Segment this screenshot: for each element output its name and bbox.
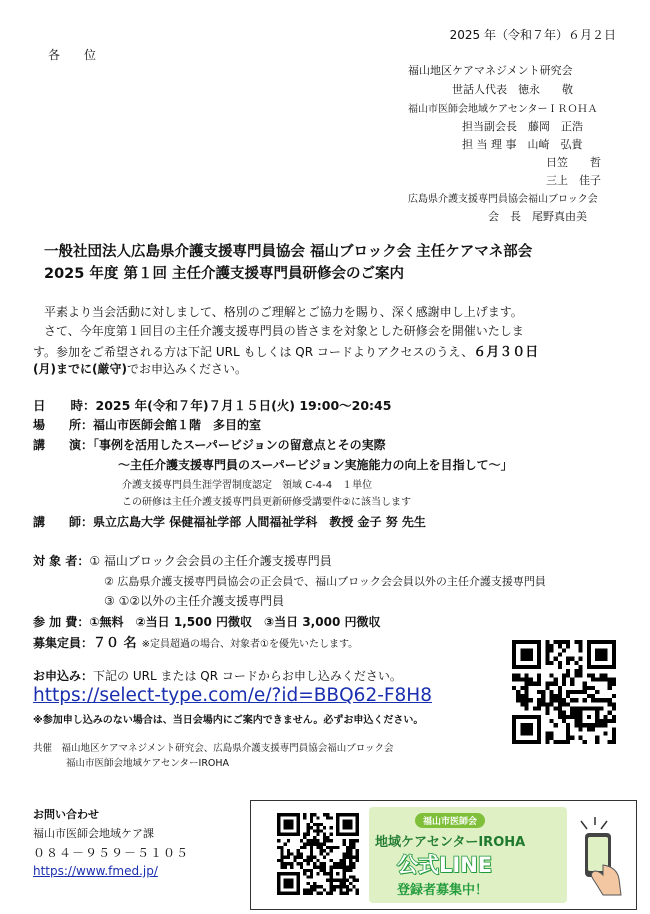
lecture-row [33, 436, 386, 453]
target-item-2: ② 広島県介護支援専門員協会の正会員で、福山ブロック会会員以外の主任介護支援専門員 [104, 575, 546, 588]
qr-code-graphic [277, 813, 359, 895]
apply-qr-code[interactable] [512, 640, 616, 744]
contact-heading: お問い合わせ [33, 808, 99, 821]
target-item-1: ① 福山ブロック会会員の主任介護支援専門員 [89, 554, 332, 568]
capacity-label: 募集定員： [33, 636, 94, 650]
cohost-label: 共催 [33, 743, 53, 754]
sender-director-3: 三上 佳子 [546, 174, 601, 187]
sender-chair: 会 長 尾野真由美 [488, 210, 587, 223]
intro-line-4 [33, 360, 247, 377]
contact-url-link[interactable]: https://www.fmed.jp/ [33, 864, 158, 878]
target-item-3: ③ ①②以外の主任介護支援専門員 [104, 594, 285, 608]
lecturer-value: 県立広島大学 保健福祉学部 人間福祉学科 教授 金子 努 先生 [93, 515, 426, 529]
banner-tag: 福山市医師会 [415, 813, 485, 828]
line-banner[interactable] [250, 800, 637, 910]
fee-value: ①無料 ②当日 1,500 円徴収 ③当日 3,000 円徴収 [89, 615, 381, 629]
intro-text: す。参加をご希望される方は下記 URL もしくは QR コードよりアクセスのうえ、 [33, 345, 474, 359]
apply-row [33, 667, 402, 684]
apply-note: ※参加申し込みのない場合は、当日会場内にご案内できません。必ずお申込ください。 [33, 715, 424, 726]
line-banner-panel [369, 807, 567, 903]
place-label: 場 所： [33, 418, 94, 432]
apply-url-link[interactable]: https://select-type.com/e/?id=BBQ62-F8H8 [33, 685, 432, 706]
lecture-note-2: この研修は主任介護支援専門員更新研修受講要件②に該当します [122, 497, 411, 508]
intro-line-3 [33, 341, 538, 360]
sender-director-2: 日笠 哲 [546, 156, 601, 169]
capacity-value: ７０ 名 [93, 636, 137, 651]
target-row-1 [33, 552, 332, 569]
capacity-note: ※定員超過の場合、対象者①を優先いたします。 [141, 639, 359, 650]
phone-in-hand-icon [573, 815, 627, 897]
datetime-label: 日 時： [33, 398, 96, 413]
intro-line-1: 平素より当会活動に対しまして、格別のご理解とご協力を賜り、深く感謝申し上げます。 [44, 305, 523, 319]
intro-line-2: さて、今年度第１回目の主任介護支援専門員の皆さまを対象とした研修会を開催いたしま [44, 324, 524, 338]
sender-director: 担 当 理 事 山崎 弘貴 [462, 138, 583, 151]
lecturer-label: 講 師： [33, 515, 94, 529]
cohost-row [33, 740, 394, 754]
sender-org-1: 福山地区ケアマネジメント研究会 [408, 64, 573, 77]
target-label: 対 象 者： [33, 554, 90, 568]
sender-org-2: 福山市医師会地域ケアセンターＩＲＯＨＡ [408, 104, 598, 115]
lecture-note-1: 介護支援専門員生涯学習制度認定 領域 C-4-4 １単位 [122, 480, 373, 491]
banner-official-line: 公式LINE [397, 853, 493, 877]
deadline-date: ６月３０日 [473, 345, 539, 360]
intro-text-end: でお申込みください。 [126, 362, 247, 376]
place-row [33, 416, 261, 433]
qr-code-graphic [512, 640, 616, 744]
line-qr-code[interactable] [277, 813, 359, 895]
banner-recruit: 登録者募集中！ [397, 883, 489, 898]
title-line-2: 2025 年度 第１回 主任介護支援専門員研修会のご案内 [44, 266, 404, 282]
document-date: 2025 年（令和７年）６月２日 [449, 28, 616, 42]
recipient: 各 位 [48, 48, 97, 62]
sender-vice-chair: 担当副会長 藤岡 正浩 [462, 120, 583, 133]
sender-org-3: 広島県介護支援専門員協会福山ブロック会 [408, 194, 598, 205]
fee-label: 参 加 費： [33, 615, 90, 629]
datetime-row [33, 396, 391, 414]
lecture-subtitle: ～主任介護支援専門員のスーパービジョン実施能力の向上を目指して～」 [118, 458, 513, 472]
banner-center-name: 地域ケアセンターIROHA [375, 835, 526, 850]
fee-row [33, 613, 380, 630]
capacity-row [33, 632, 358, 651]
apply-label: お申込み： [33, 669, 94, 683]
lecturer-row [33, 513, 426, 530]
sender-representative: 世話人代表 徳永 敬 [452, 83, 573, 96]
datetime-value: 2025 年(令和７年)７月１５日(火) 19:00～20:45 [95, 398, 392, 413]
contact-org: 福山市医師会地域ケア課 [33, 827, 154, 840]
title-line-1: 一般社団法人広島県介護支援専門員協会 福山ブロック会 主任ケアマネ部会 [44, 244, 533, 260]
deadline-strict: (月)までに(厳守) [33, 362, 127, 376]
lecture-title: 「事例を活用したスーパービジョンの留意点とその実際 [93, 438, 386, 452]
apply-text: 下記の URL または QR コードからお申し込みください。 [93, 669, 402, 683]
cohost-line-2: 福山市医師会地域ケアセンターIROHA [66, 758, 230, 769]
contact-phone: ０８４－９５９－５１０５ [33, 846, 190, 860]
lecture-label: 講 演： [33, 438, 94, 452]
cohost-line-1: 福山地区ケアマネジメント研究会、広島県介護支援専門員協会福山ブロック会 [61, 743, 394, 754]
place-value: 福山市医師会館１階 多目的室 [93, 418, 262, 432]
